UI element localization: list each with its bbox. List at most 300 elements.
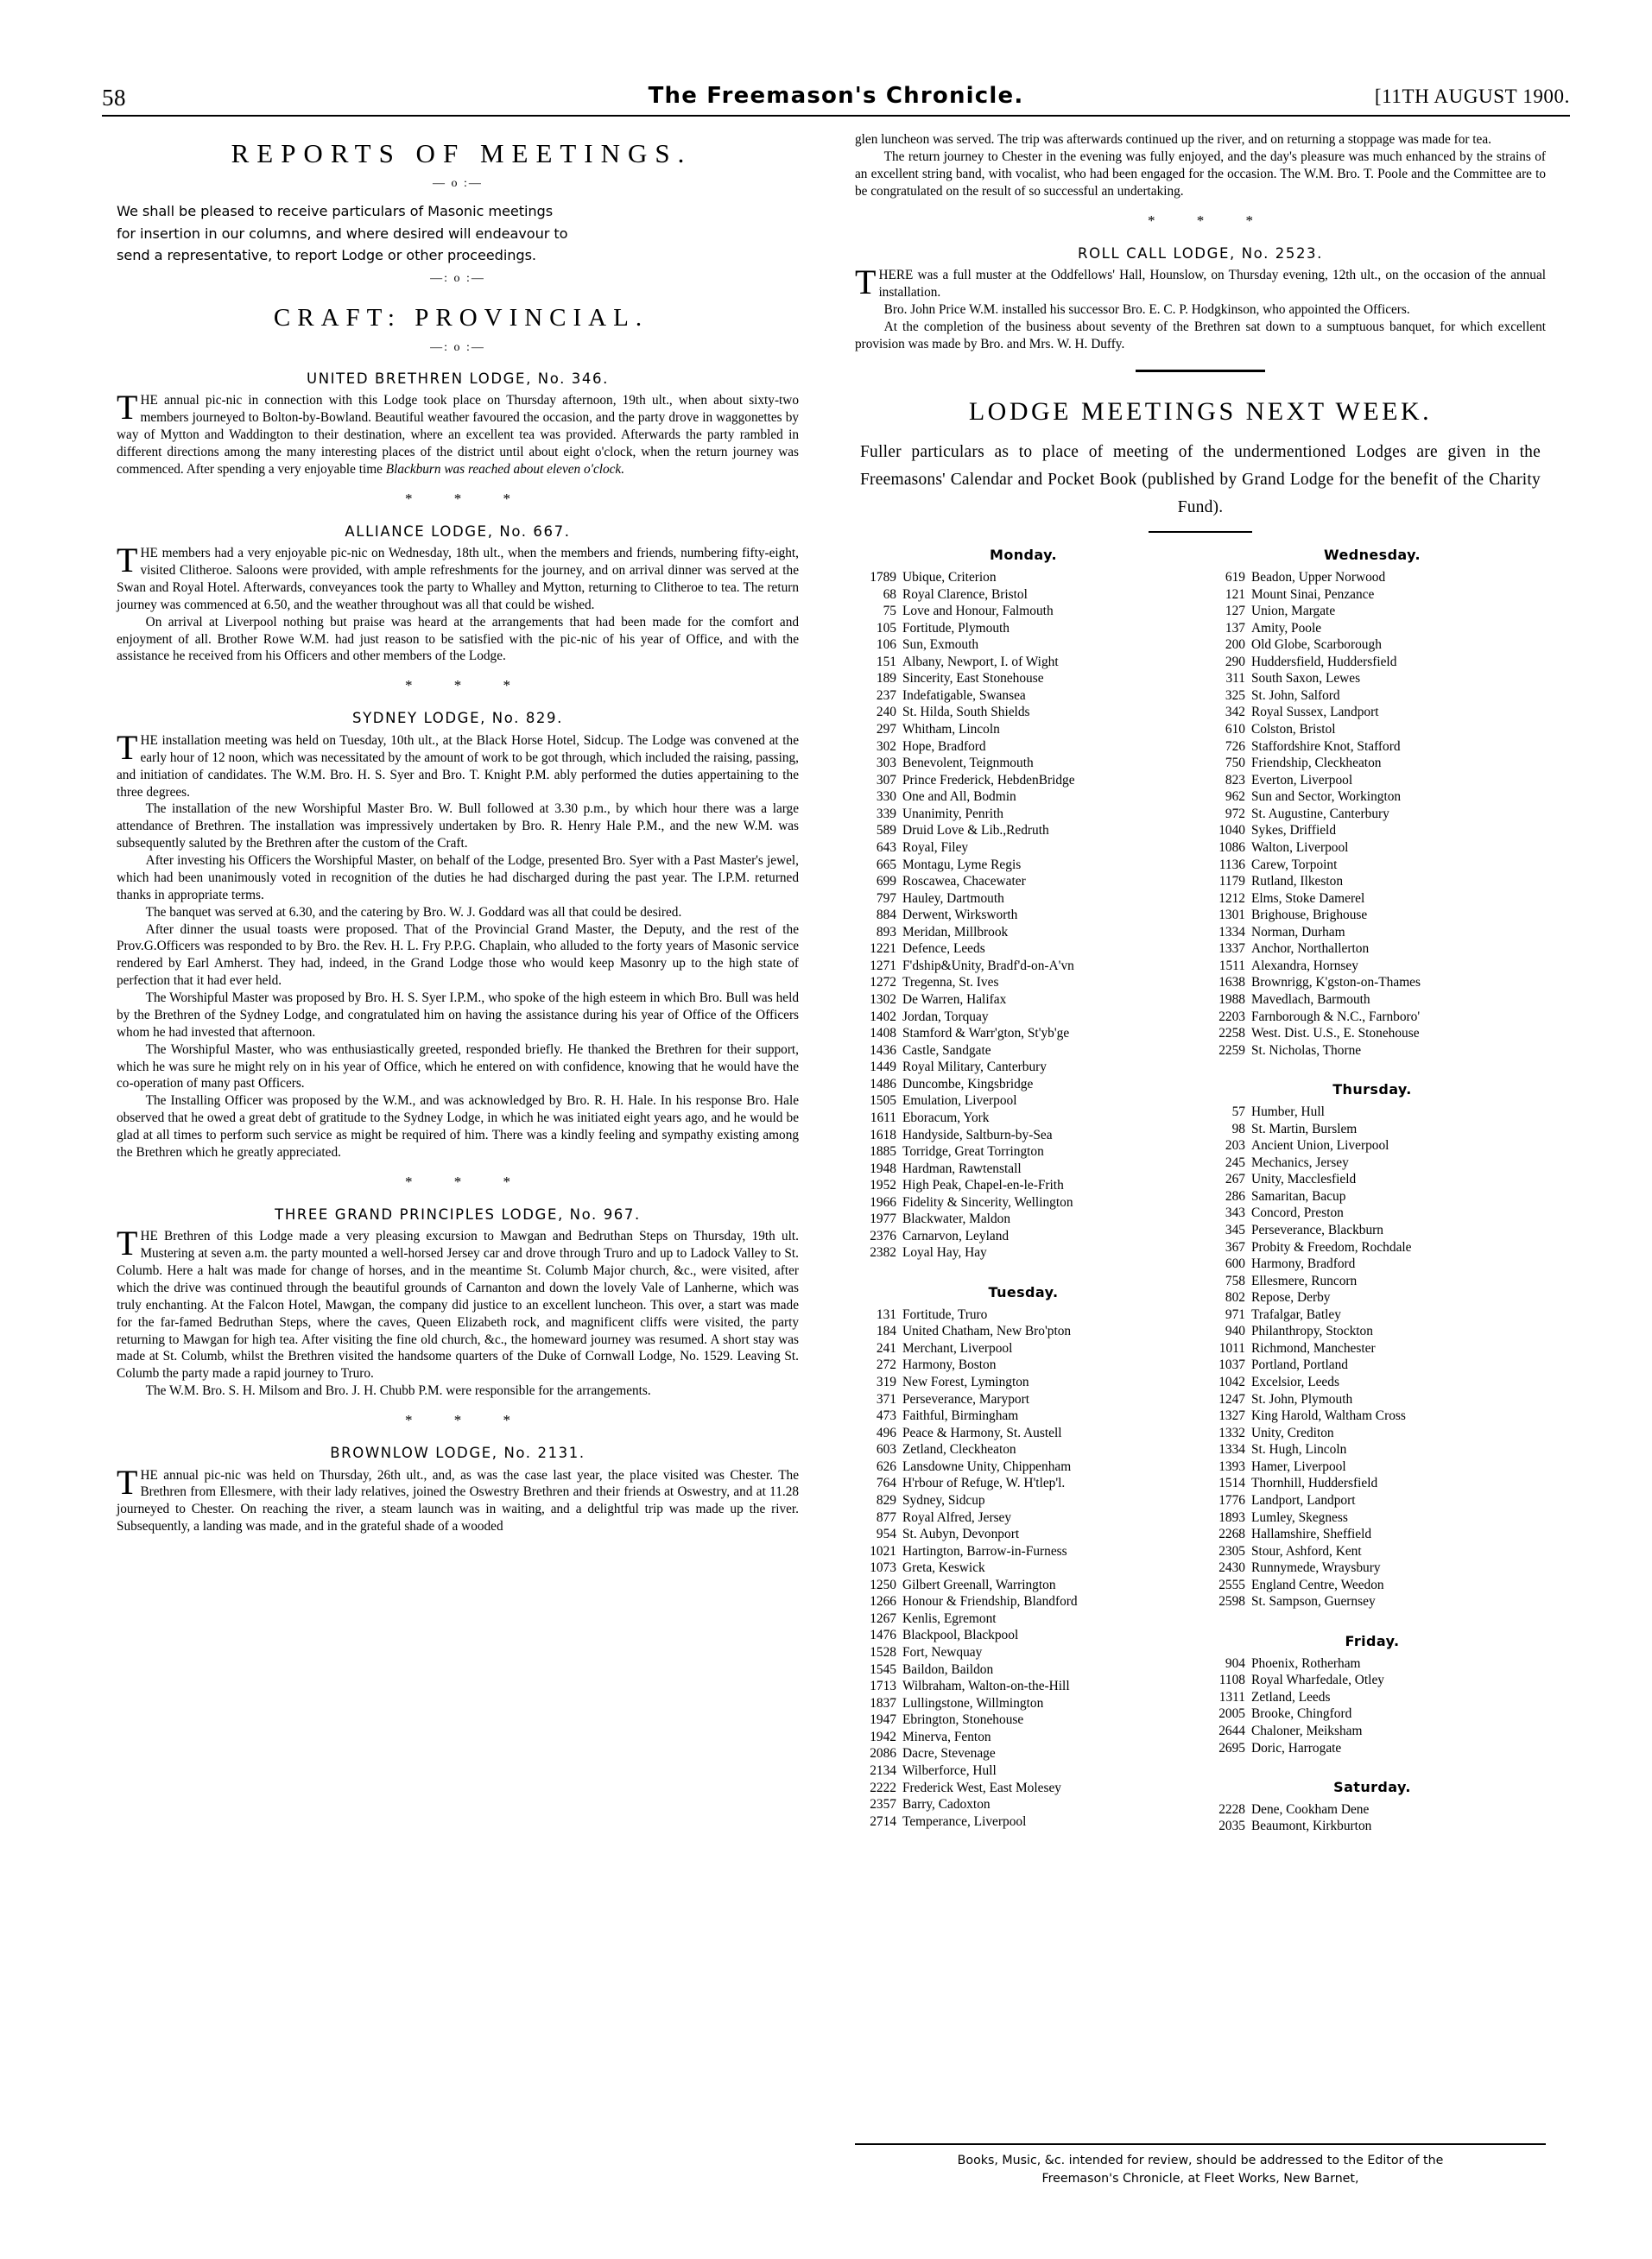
lodge-number: 2134 — [870, 1762, 896, 1778]
lodge-number: 1332 — [1218, 1425, 1245, 1440]
lodge-listing-row — [855, 620, 1192, 637]
lodge-number: 1449 — [870, 1060, 896, 1075]
lodge-listing-row — [1204, 1205, 1541, 1222]
lodge-number: 1040 — [1218, 823, 1245, 838]
lodge-listing-row — [855, 907, 1192, 924]
lodge-name-and-place: Jordan, Torquay — [902, 1009, 989, 1024]
newspaper-title: The Freemason's Chronicle. — [648, 83, 1024, 109]
drop-cap: T — [855, 263, 877, 302]
lodge-listing-row — [855, 1543, 1192, 1560]
standing-note-line-2: for insertion in our columns, and where desired will endeavour to — [117, 225, 568, 242]
lodge-name-and-place: Greta, Keswick — [902, 1560, 985, 1576]
lodge-name-and-place: Roscawea, Chacewater — [902, 874, 1026, 889]
star-divider: * * * — [1148, 212, 1272, 229]
lodge-number: 98 — [1231, 1121, 1245, 1136]
lodge-listing-row — [1204, 1357, 1541, 1374]
lodge-name-and-place: Royal Military, Canterbury — [902, 1060, 1047, 1075]
lodge-number: 758 — [1225, 1273, 1245, 1288]
lodge-name-and-place: St. Hugh, Lincoln — [1251, 1442, 1347, 1458]
lodge-number: 1334 — [1218, 1442, 1245, 1458]
footer-line-1: Books, Music, &c. intended for review, should be addressed to the Editor of the — [957, 2154, 1444, 2167]
lodge-name-and-place: Blackwater, Maldon — [902, 1212, 1011, 1227]
lodge-number: 619 — [1225, 569, 1245, 585]
lodge-listing-row — [855, 1357, 1192, 1374]
lodge-name-and-place: Faithful, Birmingham — [902, 1408, 1019, 1424]
lodge-number: 1514 — [1218, 1476, 1245, 1491]
lodge-name-and-place: Druid Love & Lib.,Redruth — [902, 823, 1049, 838]
lodge-paragraph: The installation of the new Worshipful Master Bro. W. Bull followed at 3.30 p.m., by which hour there was a large attendance of Brethren. The installation was impressively undertaken by Bro. R. Henry Hale P.M., and the new W.M. was subsequently saluted by the Brethren after the custom of the Craft. — [117, 801, 799, 851]
lodge-number: 1250 — [870, 1577, 896, 1592]
lodge-name-and-place: Gilbert Greenall, Warrington — [902, 1577, 1056, 1592]
lodge-name-and-place: Ebrington, Stonehouse — [902, 1712, 1024, 1728]
lodge-listing-row — [855, 1475, 1192, 1492]
lodge-listing-row — [855, 940, 1192, 958]
lodge-number: 962 — [1225, 789, 1245, 805]
lodge-listing-row — [1204, 1672, 1541, 1689]
lodge-name-and-place: Royal Clarence, Bristol — [902, 586, 1028, 602]
lodge-number: 1611 — [870, 1110, 896, 1125]
lodge-listing-row — [1204, 940, 1541, 958]
lodge-name-and-place: New Forest, Lymington — [902, 1375, 1029, 1390]
lodge-number: 1393 — [1218, 1459, 1245, 1474]
day-heading-monday: Monday. — [990, 547, 1057, 564]
lodge-listing-row — [855, 890, 1192, 908]
lodge-number: 342 — [1225, 705, 1245, 720]
lodge-listing-row — [855, 1110, 1192, 1127]
lodge-number: 2086 — [870, 1746, 896, 1762]
lodge-number: 1618 — [870, 1127, 896, 1142]
lodge-listing-row — [1204, 1577, 1541, 1594]
lodge-number: 272 — [876, 1357, 896, 1373]
lodge-listing-row — [1204, 1801, 1541, 1819]
footer-line-2: Freemason's Chronicle, at Fleet Works, New Barnet, — [1041, 2172, 1359, 2186]
lodge-listing-row — [855, 1009, 1192, 1026]
lodge-listing-row — [855, 1194, 1192, 1212]
lodge-listing-row — [855, 873, 1192, 890]
lodge-number: 1952 — [870, 1178, 896, 1193]
lodge-listing-row — [855, 1729, 1192, 1746]
lodge-listing-row — [1204, 1475, 1541, 1492]
lodge-number: 823 — [1225, 772, 1245, 788]
lodge-listing-row — [1204, 1818, 1541, 1835]
listing-group-thursday — [1204, 1104, 1541, 1610]
lodge-heading: UNITED BRETHREN LODGE, No. 346. — [307, 370, 609, 387]
lodge-name-and-place: Harmony, Boston — [902, 1357, 997, 1373]
lodge-name-and-place: Wilberforce, Hull — [902, 1762, 997, 1778]
lodge-listing-row — [855, 1780, 1192, 1797]
lodge-listing-row — [1204, 1121, 1541, 1138]
lodge-number: 1267 — [870, 1610, 896, 1626]
lodge-name-and-place: Baildon, Baildon — [902, 1661, 994, 1677]
lodge-paragraph: After investing his Officers the Worshipful Master, on behalf of the Lodge, presented Bro. Syer with a Past Master's jewel, which had been unanimously voted in recognition of the duties he had discharged during the past year. The I.P.M. returned thanks in appropriate terms. — [117, 853, 799, 902]
lodge-number: 972 — [1225, 806, 1245, 821]
lodge-number: 1266 — [870, 1594, 896, 1610]
lodge-number: 1713 — [870, 1679, 896, 1694]
lodge-name-and-place: Amity, Poole — [1251, 620, 1322, 636]
lodge-number: 330 — [876, 789, 896, 805]
lodge-name-and-place: Unity, Crediton — [1251, 1425, 1334, 1440]
lodge-number: 1337 — [1218, 941, 1245, 957]
lodge-number: 1021 — [870, 1543, 896, 1559]
lodge-listing-row — [855, 1678, 1192, 1695]
day-heading-tuesday: Tuesday. — [988, 1284, 1059, 1300]
lodge-paragraph: Bro. John Price W.M. installed his successor Bro. E. C. P. Hodgkinson, who appointed the Officers. — [883, 301, 1410, 317]
lodge-number: 1977 — [870, 1212, 896, 1227]
lodge-name-and-place: St. Sampson, Guernsey — [1251, 1594, 1376, 1610]
lodge-number: 68 — [883, 586, 896, 602]
lodge-paragraph — [117, 388, 799, 478]
lodge-number: 1311 — [1218, 1689, 1245, 1705]
lodge-listing-row — [1204, 1509, 1541, 1527]
lodge-listing-row — [1204, 1155, 1541, 1172]
lodge-name-and-place: Norman, Durham — [1251, 924, 1345, 940]
lodge-number: 2203 — [1218, 1009, 1245, 1024]
ornament-rule-3: —: o :— — [430, 340, 485, 354]
lodge-report — [855, 244, 1546, 353]
lodge-heading: SYDNEY LODGE, No. 829. — [352, 710, 563, 727]
lodge-paragraph — [117, 1462, 799, 1536]
lodge-number: 893 — [876, 924, 896, 940]
lodge-number: 904 — [1225, 1655, 1245, 1671]
lodge-number: 121 — [1225, 586, 1245, 602]
lodge-listing-row — [1204, 857, 1541, 874]
section-title-reports-of-meetings: REPORTS OF MEETINGS. — [231, 138, 693, 168]
lodge-listing-row — [855, 1025, 1192, 1042]
lodge-name-and-place: Sykes, Driffield — [1251, 823, 1337, 838]
lodge-name-and-place: Ancient Union, Liverpool — [1251, 1138, 1389, 1154]
lodge-name-and-place: Mavedlach, Barmouth — [1251, 992, 1370, 1007]
lodge-number: 267 — [1225, 1172, 1245, 1187]
ornament-rule-2: —: o :— — [430, 271, 485, 285]
lodge-name-and-place: Repose, Derby — [1251, 1290, 1331, 1306]
lodge-listing-row — [1204, 569, 1541, 586]
lodge-paragraph — [117, 541, 799, 614]
lodge-number: 307 — [876, 772, 896, 788]
lodge-number: 473 — [876, 1408, 896, 1424]
lodge-number: 1302 — [870, 992, 896, 1007]
star-divider: * * * — [405, 677, 529, 694]
day-heading-friday: Friday. — [1345, 1632, 1400, 1649]
lodge-listing-row — [855, 788, 1192, 806]
lodge-paragraph — [117, 1224, 799, 1383]
lodge-listing-row — [855, 704, 1192, 721]
lodge-number: 241 — [876, 1340, 896, 1356]
lodge-listing-row — [855, 687, 1192, 705]
lodge-listing-row — [855, 974, 1192, 991]
lodge-name-and-place: Stour, Ashford, Kent — [1251, 1543, 1362, 1559]
lodge-number: 245 — [1225, 1155, 1245, 1170]
lodge-listing-row — [855, 1092, 1192, 1110]
lodge-number: 2382 — [870, 1245, 896, 1261]
lodge-number: 137 — [1225, 620, 1245, 636]
lodge-name-and-place: St. John, Salford — [1251, 687, 1340, 703]
lodge-number: 726 — [1225, 738, 1245, 754]
lodge-number: 699 — [876, 874, 896, 889]
lodge-number: 2305 — [1218, 1543, 1245, 1559]
lodge-name-and-place: Excelsior, Leeds — [1251, 1375, 1339, 1390]
paragraph-text: HE Brethren of this Lodge made a very pleasing excursion to Mawgan and Bedruthan Steps on Thursday, 19th ult. Mustering at seven a.m. the party mounted a well-horsed Jersey car and drove through Truro and up to Ladock Valley to St. Columb. Here a halt was made for change of horses, and in the meantime St. Columb Major church, &c., were visited, after which the drive was continued through the beautiful grounds of Carnanton and down the lovely Vale of Lanherne, which was truly enchanting. At the Falcon Hotel, Mawgan, the company did justice to an excellent luncheon. This over, a start was made for the far-famed Bedruthan Steps, where the caves, Queen Elizabeth rock, and magnificent cliffs were visited, the party returning to Mawgan for high tea. After visiting the fine old church, &c., the homeward journey was resumed. A short stay was made at St. Columb, whilst the Brethren visited the handsome quarters of the Duke of Cornwall Lodge, No. 1529. Leaving St. Columb the party made a rapid journey to Truro. — [117, 1229, 799, 1382]
lodge-listing-row — [1204, 1256, 1541, 1273]
lodge-name-and-place: Fidelity & Sincerity, Wellington — [902, 1194, 1073, 1210]
lodge-number: 1988 — [1218, 992, 1245, 1007]
lodge-paragraph — [855, 263, 1546, 302]
lodge-listing-row — [855, 1143, 1192, 1161]
lodge-name-and-place: Kenlis, Egremont — [902, 1610, 997, 1626]
lodge-name-and-place: Indefatigable, Swansea — [902, 687, 1026, 703]
lodge-listing-row — [1204, 1459, 1541, 1476]
lodge-listing-row — [855, 1762, 1192, 1780]
lodge-number: 2376 — [870, 1228, 896, 1243]
lodge-number: 367 — [1225, 1239, 1245, 1255]
lodge-listing-row — [1204, 654, 1541, 671]
lodge-number: 1037 — [1218, 1357, 1245, 1373]
lodge-listing-row — [1204, 1171, 1541, 1188]
lodge-name-and-place: King Harold, Waltham Cross — [1251, 1408, 1406, 1424]
lodge-number: 343 — [1225, 1205, 1245, 1221]
lodge-listing-row — [855, 721, 1192, 738]
lodge-listing-row — [1204, 1408, 1541, 1425]
lodge-name-and-place: Landport, Landport — [1251, 1492, 1356, 1508]
lodge-name-and-place: Royal Alfred, Jersey — [902, 1509, 1012, 1525]
lodge-name-and-place: Barry, Cadoxton — [902, 1797, 991, 1813]
lodge-number: 2555 — [1218, 1577, 1245, 1592]
standing-note-line-1: We shall be pleased to receive particulars of Masonic meetings — [117, 203, 554, 220]
lodge-number: 1221 — [870, 941, 896, 957]
lodge-heading: BROWNLOW LODGE, No. 2131. — [330, 1445, 585, 1462]
lodge-name-and-place: Hope, Bradford — [902, 738, 986, 754]
lodge-number: 1086 — [1218, 839, 1245, 855]
lodge-number: 2644 — [1218, 1723, 1245, 1738]
lodge-listing-row — [855, 569, 1192, 586]
lodge-listing-row — [1204, 1323, 1541, 1340]
lodge-listing-row — [855, 1307, 1192, 1324]
section-divider-rule — [1136, 370, 1265, 372]
lodge-name-and-place: Elms, Stoke Damerel — [1251, 890, 1365, 906]
lodge-name-and-place: H'rbour of Refuge, W. H'tlep'l. — [902, 1476, 1066, 1491]
lodge-name-and-place: Thornhill, Huddersfield — [1251, 1476, 1378, 1491]
lodge-listing-row — [1204, 704, 1541, 721]
lodge-listing-row — [1204, 788, 1541, 806]
lodge-name-and-place: Carnarvon, Leyland — [902, 1228, 1010, 1243]
lodge-number: 303 — [876, 756, 896, 771]
lodge-paragraph — [117, 727, 799, 801]
page-folio-number: 58 — [102, 85, 126, 111]
lodge-name-and-place: Trafalgar, Batley — [1251, 1307, 1341, 1322]
ornament-rule-1: — o :— — [433, 177, 483, 191]
lodge-number: 339 — [876, 806, 896, 821]
lodge-listing-row — [855, 958, 1192, 975]
lodge-listing-row — [1204, 1289, 1541, 1307]
paragraph-text: HE installation meeting was held on Tuesday, 10th ult., at the Black Horse Hotel, Sidcup. The Lodge was convened at the early hour of 12 noon, which was necessitated by the amount of work to be got through, which included the raising, passing, and initiation of candidates. The W.M. Bro. H. S. Syer and Bro. T. Knight P.M. ably performed the duties appertaining to the three degrees. — [117, 732, 799, 800]
lodge-name-and-place: Friendship, Cleckheaton — [1251, 756, 1382, 771]
lodge-listing-row — [855, 857, 1192, 874]
lodge-name-and-place: De Warren, Halifax — [902, 992, 1007, 1007]
listing-group-tuesday — [855, 1307, 1192, 1830]
lodge-number: 2222 — [870, 1780, 896, 1795]
lodge-number: 829 — [876, 1492, 896, 1508]
paragraph-text: HE members had a very enjoyable pic-nic on Wednesday, 18th ult., when the members and friends, numbering fifty-eight, visited Clitheroe. Saloons were provided, with ample refreshments for the journey, and on arrival dinner was served at the Swan and Royal Hotel. Afterwards, conveyances took the party to Whalley and Mytton, returning to Clitheroe to tea. The return journey was commenced at 6.50, and the weather throughout was all that could be wished. — [117, 546, 799, 612]
lodge-listing-row — [1204, 1009, 1541, 1026]
lodge-number: 1789 — [870, 569, 896, 585]
lodge-name-and-place: Sydney, Sidcup — [902, 1492, 985, 1508]
lodge-name-and-place: St. Augustine, Canterbury — [1251, 806, 1389, 821]
lodge-number: 2258 — [1218, 1026, 1245, 1041]
lodge-name-and-place: Hartington, Barrow-in-Furness — [902, 1543, 1067, 1559]
lodge-name-and-place: Carew, Torpoint — [1251, 857, 1338, 872]
lodge-name-and-place: Walton, Liverpool — [1251, 839, 1349, 855]
right-column — [855, 131, 1546, 1835]
lodge-number: 1272 — [870, 975, 896, 990]
lodge-name-and-place: Duncombe, Kingsbridge — [902, 1076, 1034, 1092]
lodge-number: 1837 — [870, 1695, 896, 1711]
lodge-listing-row — [1204, 1273, 1541, 1290]
lodge-number: 1073 — [870, 1560, 896, 1576]
lodge-meetings-listings — [855, 547, 1546, 1835]
lodge-number: 1402 — [870, 1009, 896, 1024]
lodge-name-and-place: Brighouse, Brighouse — [1251, 908, 1368, 923]
lodge-listing-row — [855, 654, 1192, 671]
lodge-listing-row — [1204, 1492, 1541, 1509]
lodge-listing-row — [855, 1076, 1192, 1093]
lodge-number: 371 — [876, 1391, 896, 1407]
lodge-listing-row — [855, 1492, 1192, 1509]
section-title-craft-provincial: CRAFT: PROVINCIAL. — [273, 304, 649, 332]
lodge-name-and-place: Love and Honour, Falmouth — [902, 604, 1054, 619]
lodge-number: 1966 — [870, 1194, 896, 1210]
lodge-name-and-place: Wilbraham, Walton-on-the-Hill — [902, 1679, 1070, 1694]
masthead — [102, 83, 1570, 117]
lodge-name-and-place: Philanthropy, Stockton — [1251, 1324, 1373, 1339]
lodge-listing-row — [1204, 822, 1541, 839]
lodge-name-and-place: Unanimity, Penrith — [902, 806, 1003, 821]
lodge-listing-row — [1204, 974, 1541, 991]
lodge-listing-row — [1204, 1391, 1541, 1408]
lodge-number: 1885 — [870, 1144, 896, 1160]
paragraph-text: HE annual pic-nic was held on Thursday, 26th ult., and, as was the case last year, the place visited was Chester. The Brethren from Ellesmere, with their lady relatives, joined the Oswestry Brethren and their friends at Oswestry, and at 11.28 journeyed to Chester. On reaching the river, a steam launch was in waiting, and a delightful trip was made up the river. Subsequently, a landing was made, and in the grateful shade of a wooded — [117, 1467, 799, 1534]
lodge-number: 954 — [876, 1527, 896, 1542]
lodge-report — [117, 522, 799, 696]
lodge-number: 1179 — [1218, 874, 1245, 889]
lodge-name-and-place: Farnborough & N.C., Farnboro' — [1251, 1009, 1421, 1024]
lodge-name-and-place: Emulation, Liverpool — [902, 1093, 1017, 1109]
lodge-name-and-place: Defence, Leeds — [902, 941, 985, 957]
lodge-number: 1942 — [870, 1729, 896, 1744]
lodge-name-and-place: One and All, Bodmin — [902, 789, 1016, 805]
lodge-number: 797 — [876, 890, 896, 906]
lodge-name-and-place: Torridge, Great Torrington — [902, 1144, 1044, 1160]
lodge-paragraph: The Worshipful Master was proposed by Bro. H. S. Syer I.P.M., who spoke of the high esteem in which Bro. Bull was held by the Brethren of the Sydney Lodge, and congratulated him on having the assistance during his year of Office of the Officers whom he had invested that afternoon. — [117, 990, 799, 1040]
lodge-report — [117, 709, 799, 1191]
lodge-listing-row — [855, 636, 1192, 654]
lodge-name-and-place: Honour & Friendship, Blandford — [902, 1594, 1078, 1610]
lodge-number: 2714 — [870, 1813, 896, 1829]
issue-date: [11TH AUGUST 1900. — [1374, 85, 1570, 107]
lodge-name-and-place: Harmony, Bradford — [1251, 1256, 1356, 1272]
day-heading-saturday: Saturday. — [1333, 1779, 1411, 1796]
listing-group-monday — [855, 569, 1192, 1262]
lodge-name-and-place: Whitham, Lincoln — [902, 722, 1000, 737]
lodge-name-and-place: St. Martin, Burslem — [1251, 1121, 1358, 1136]
lodge-listing-row — [1204, 1723, 1541, 1740]
lodge-paragraph: After dinner the usual toasts were proposed. That of the Provincial Grand Master, the Deputy, and the rest of the Prov.G.Officers was responded to by Bro. the Rev. H. L. Fry P.P.G. Chaplain, who alluded to the forty years of Masonic service rendered by Earl Amherst. They had, indeed, in the Grand Lodge those who would keep Masonry up to the high state of perfection that it had ever held. — [117, 921, 799, 989]
lodge-name-and-place: Alexandra, Hornsey — [1251, 958, 1358, 973]
lodge-name-and-place: Stamford & Warr'gton, St'yb'ge — [902, 1026, 1070, 1041]
lodge-name-and-place: Perseverance, Maryport — [902, 1391, 1030, 1407]
lodge-name-and-place: Eboracum, York — [902, 1110, 990, 1125]
lodge-name-and-place: High Peak, Chapel-en-le-Frith — [902, 1178, 1064, 1193]
lodge-name-and-place: Hamer, Liverpool — [1251, 1459, 1346, 1474]
left-column — [117, 131, 799, 1535]
drop-cap: T — [117, 1224, 138, 1263]
lodge-name-and-place: Perseverance, Blackburn — [1251, 1222, 1383, 1237]
lodge-number: 1408 — [870, 1026, 896, 1041]
lodge-listing-row — [1204, 1543, 1541, 1560]
lodge-number: 151 — [876, 654, 896, 669]
lodge-listing-row — [855, 670, 1192, 687]
lodge-listing-row — [855, 1577, 1192, 1594]
lodge-number: 1476 — [870, 1628, 896, 1643]
listing-group-saturday — [1204, 1801, 1541, 1835]
lodge-listing-row — [855, 991, 1192, 1009]
lodge-number: 57 — [1231, 1104, 1245, 1120]
lodge-number: 2228 — [1218, 1801, 1245, 1817]
lodge-name-and-place: Temperance, Liverpool — [902, 1813, 1027, 1829]
lodge-number: 1528 — [870, 1645, 896, 1661]
lodge-listing-row — [855, 1695, 1192, 1712]
lodge-number: 319 — [876, 1375, 896, 1390]
lodge-name-and-place: Mount Sinai, Penzance — [1251, 586, 1375, 602]
continuation-paragraph: glen luncheon was served. The trip was afterwards continued up the river, and on returning a stoppage was made for tea. — [855, 132, 1491, 147]
lodge-number: 643 — [876, 839, 896, 855]
lodge-number: 105 — [876, 620, 896, 636]
lodge-listing-row — [1204, 907, 1541, 924]
lodge-number: 2598 — [1218, 1594, 1245, 1610]
drop-cap: T — [117, 727, 138, 767]
lodge-name-and-place: Richmond, Manchester — [1251, 1340, 1376, 1356]
lodge-number: 184 — [876, 1324, 896, 1339]
lodge-name-and-place: Mechanics, Jersey — [1251, 1155, 1349, 1170]
lodge-number: 1947 — [870, 1712, 896, 1728]
lodge-number: 297 — [876, 722, 896, 737]
lodge-listing-row — [1204, 1042, 1541, 1060]
lodge-paragraph: The banquet was served at 6.30, and the catering by Bro. W. J. Goddard was all that could be desired. — [145, 904, 682, 920]
masthead-rule — [102, 115, 1570, 117]
lodge-name-and-place: Royal Sussex, Landport — [1251, 705, 1379, 720]
lodge-listing-row — [1204, 687, 1541, 705]
lodge-listing-row — [855, 1796, 1192, 1813]
lodge-listing-row — [1204, 1104, 1541, 1121]
lodge-name-and-place: Fort, Newquay — [902, 1645, 983, 1661]
lodge-number: 1893 — [1218, 1509, 1245, 1525]
lodge-listing-row — [855, 1560, 1192, 1577]
lodge-name-and-place: F'dship&Unity, Bradf'd-on-A'vn — [902, 958, 1074, 973]
drop-cap: T — [117, 1462, 138, 1502]
lodge-listing-row — [1204, 1239, 1541, 1256]
lodge-listing-row — [1204, 991, 1541, 1009]
lodge-name-and-place: Merchant, Liverpool — [902, 1340, 1013, 1356]
lodge-listing-row — [855, 1627, 1192, 1644]
lodge-number: 2357 — [870, 1797, 896, 1813]
lodge-number: 1486 — [870, 1076, 896, 1092]
lodge-number: 603 — [876, 1442, 896, 1458]
lodge-listing-row — [855, 603, 1192, 620]
lodge-listing-row — [855, 1177, 1192, 1194]
lodge-number: 1301 — [1218, 908, 1245, 923]
lodge-name-and-place: St. Hilda, South Shields — [902, 705, 1030, 720]
lodge-name-and-place: Sun and Sector, Workington — [1251, 789, 1402, 805]
lodge-name-and-place: Frederick West, East Molesey — [902, 1780, 1061, 1795]
lodge-number: 884 — [876, 908, 896, 923]
